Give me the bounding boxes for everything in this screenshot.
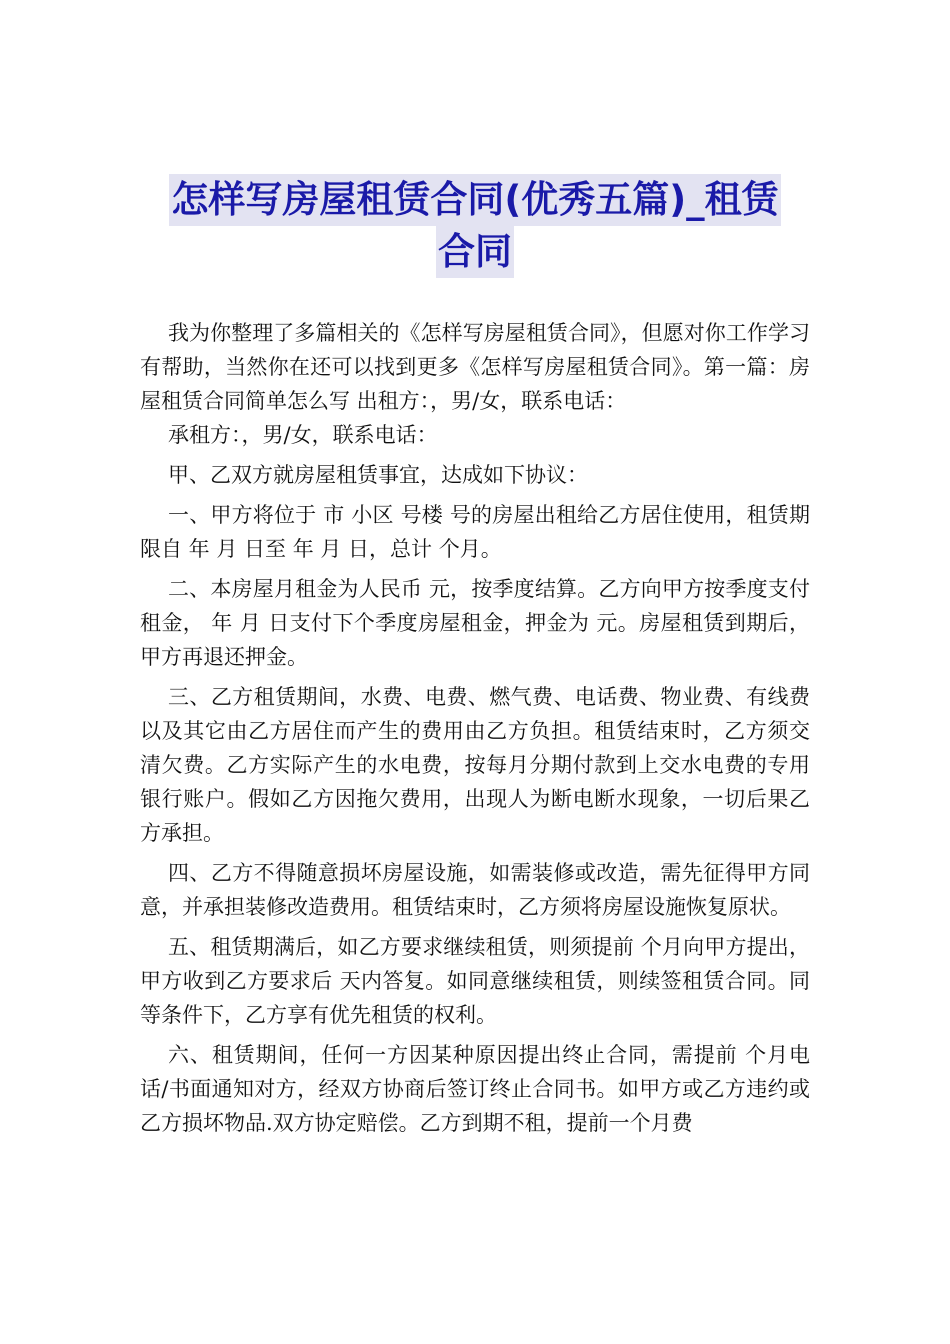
paragraph-clause-6: 六、租赁期间，任何一方因某种原因提出终止合同，需提前 个月电话/书面通知对方，经双方协商后签订终止合同书。如甲方或乙方违约或乙方损坏物品.双方协定赔偿。乙方到期不租，提前一个月费 bbox=[140, 1043, 810, 1135]
paragraph-intro: 我为你整理了多篇相关的《怎样写房屋租赁合同》，但愿对你工作学习有帮助，当然你在还可以找到更多《怎样写房屋租赁合同》。第一篇：房屋租赁合同简单怎么写 出租方：，男/女，联系电话： bbox=[140, 321, 810, 413]
title-line-1: 怎样写房屋租赁合同(优秀五篇)_租赁 bbox=[169, 174, 780, 226]
paragraph-clause-4: 四、乙方不得随意损坏房屋设施，如需装修或改造，需先征得甲方同意，并承担装修改造费用。租赁结束时，乙方须将房屋设施恢复原状。 bbox=[140, 861, 810, 919]
paragraph-clause-2: 二、本房屋月租金为人民币 元，按季度结算。乙方向甲方按季度支付租金， 年 月 日支付下个季度房屋租金，押金为 元。房屋租赁到期后，甲方再退还押金。 bbox=[140, 577, 810, 669]
document-body bbox=[140, 316, 810, 1146]
paragraph-clause-1: 一、甲方将位于 市 小区 号楼 号的房屋出租给乙方居住使用，租赁期限自 年 月 日至 年 月 日，总计 个月。 bbox=[140, 503, 810, 561]
paragraph-lessee: 承租方：，男/女，联系电话： bbox=[168, 423, 438, 447]
paragraph-clause-3: 三、乙方租赁期间，水费、电费、燃气费、电话费、物业费、有线费以及其它由乙方居住而产生的费用由乙方负担。租赁结束时，乙方须交清欠费。乙方实际产生的水电费，按每月分期付款到上交水电费的专用银行账户。假如乙方因拖欠费用，出现人为断电断水现象，一切后果乙方承担。 bbox=[140, 685, 810, 845]
document-title bbox=[140, 174, 810, 278]
paragraph-clause-5: 五、租赁期满后，如乙方要求继续租赁，则须提前 个月向甲方提出，甲方收到乙方要求后 天内答复。如同意继续租赁，则续签租赁合同。同等条件下，乙方享有优先租赁的权利。 bbox=[140, 935, 810, 1027]
title-line-2: 合同 bbox=[436, 226, 514, 278]
paragraph-agreement: 甲、乙双方就房屋租赁事宜，达成如下协议： bbox=[168, 463, 588, 487]
